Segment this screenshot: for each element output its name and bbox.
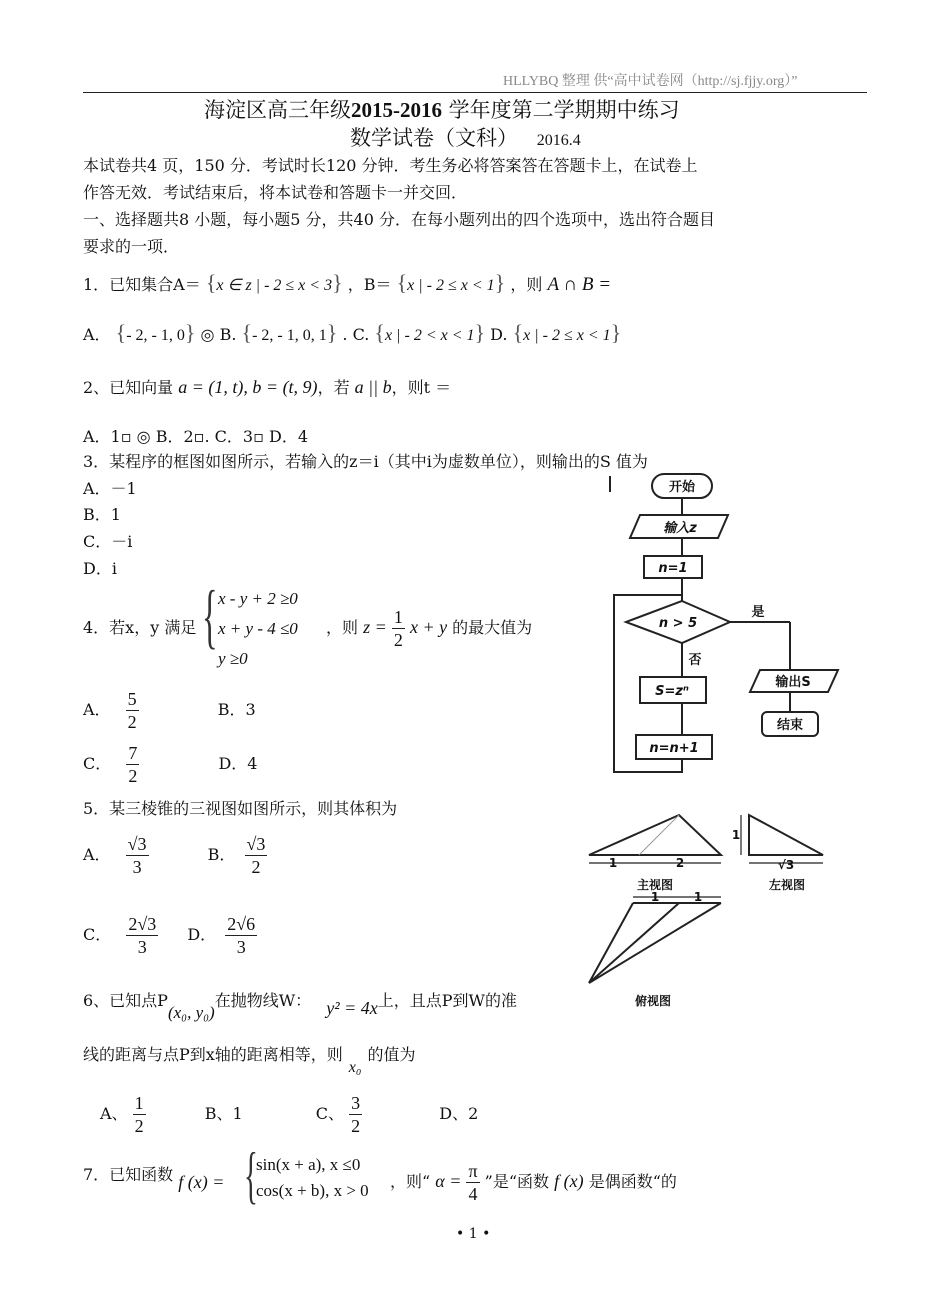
q4-objective: ，则 z = $\frac{1}{2}$ x + y 的最大值为 [326,607,533,650]
page-number: • 1 • [456,1226,491,1242]
front-dim-1: 1 [608,856,618,870]
q7-piecewise-brace: { [244,1139,258,1210]
question-1-options: A． {- 2, - 1, 0} ◎ B. {- 2, - 1, 0, 1} . C. {x | - 2 < x < 1} D. {x | - 2 ≤ x < 1} [83,320,622,345]
header-watermark: HLLYBQ 整理 供“高中试卷网（http://sj.fjjy.org）” [503,74,798,89]
q4-constraints: x - y + 2 ≥0 x + y - 4 ≤0 y ≥0 [218,589,298,668]
intro-p2: 作答无效．考试结束后，将本试卷和答题卡一并交回． [83,183,468,202]
top-dim-1: 1 [650,890,660,904]
q5-options-cd: C． $\frac{2√3}{3}$ D． $\frac{2√6}{3}$ [83,914,256,957]
question-7-stem: 7．已知函数 f (x) = [83,1165,225,1192]
question-1: 1．已知集合A＝ {x ∈ z | - 2 ≤ x < 3} ，B＝ {x | - 2 ≤ x < 1} ，则 A ∩ B = [83,270,612,295]
question-6: 6、已知点P(x₀, y₀)在抛物线W： y² = 4x上，且点P到W的准 [83,991,517,1022]
q7-piecewise: sin(x + a), x ≤0 cos(x + b), x > 0 [256,1155,369,1200]
q4-options-cd: C． $\frac{7}{2}$ D．4 [83,743,258,786]
q3-option-a: A．－1 [83,479,137,498]
flowchart-end-label: 结束 [776,718,804,733]
title-date: 2016.4 [536,132,581,149]
flowchart-output-label: 输出S [775,675,811,690]
question-6-line2: 线的距离与点P到x轴的距离相等，则x₀的值为 [83,1045,416,1076]
flowchart [600,470,850,780]
left-dim-sqrt3: √3 [777,858,795,872]
flowchart-yes-label: 是 [751,605,765,620]
q5-options-ab: A． $\frac{√3}{3}$ B． $\frac{√3}{2}$ [83,834,266,877]
top-view-label: 俯视图 [634,994,672,1008]
top-view-shape [589,903,721,983]
q7-condition: ，则“ α = $\frac{\pi}{4}$ ”是“函数 f (x) 是偶函数“的 [390,1161,677,1204]
q3-option-c: C．－i [83,532,133,551]
section-heading-2: 要求的一项． [83,237,180,256]
flowchart-input-label: 输入z [663,521,697,536]
question-4-stem: 4．若x，y 满足 [83,618,197,637]
question-3: 3．某程序的框图如图所示，若输入的z＝i（其中i为虚数单位），则输出的S 值为 [83,452,648,471]
question-5: 5．某三棱锥的三视图如图所示，则其体积为 [83,799,398,818]
section-heading: 一、选择题共8 小题，每小题5 分，共40 分．在每小题列出的四个选项中，选出符合题目 [83,210,715,229]
header-rule [83,92,867,93]
q4-system-brace: { [202,576,218,656]
flowchart-no-label: 否 [688,653,702,668]
flowchart-assign-label: S=zⁿ [655,684,689,699]
flowchart-increment-label: n=n+1 [649,741,699,756]
three-views-figure [583,805,843,1020]
front-dim-2: 2 [675,856,685,870]
question-2-options: A．1▫ ◎ B．2▫. C．3▫ D．4 [83,427,309,446]
q6-options: A、 $\frac{1}{2}$ B、1 C、 $\frac{3}{2}$ D、2 [100,1093,479,1136]
q3-option-d: D．i [83,559,117,578]
flowchart-init-label: n=1 [658,561,688,576]
left-view-shape [749,815,823,855]
flowchart-start-label: 开始 [668,480,696,495]
left-dim-height: 1 [731,828,741,842]
intro-p1: 本试卷共4 页，150 分．考试时长120 分钟．考生务必将答案答在答题卡上，在试卷上 [83,156,698,175]
front-view-shape [589,815,721,855]
q4-options-ab: A． $\frac{5}{2}$ B．3 [83,689,256,732]
title-line2: 数学试卷（文科） 2016.4 [350,126,581,150]
q3-option-b: B．1 [83,505,121,524]
left-view-label: 左视图 [768,878,806,892]
top-dim-2: 1 [693,890,703,904]
flowchart-condition-label: n > 5 [658,616,698,631]
front-view-label: 主视图 [636,878,674,892]
title-line1: 海淀区高三年级2015-2016 学年度第二学期期中练习 [204,98,680,122]
question-2: 2、已知向量 a = (1, t), b = (t, 9)，若 a || b，则t ＝ [83,377,452,397]
